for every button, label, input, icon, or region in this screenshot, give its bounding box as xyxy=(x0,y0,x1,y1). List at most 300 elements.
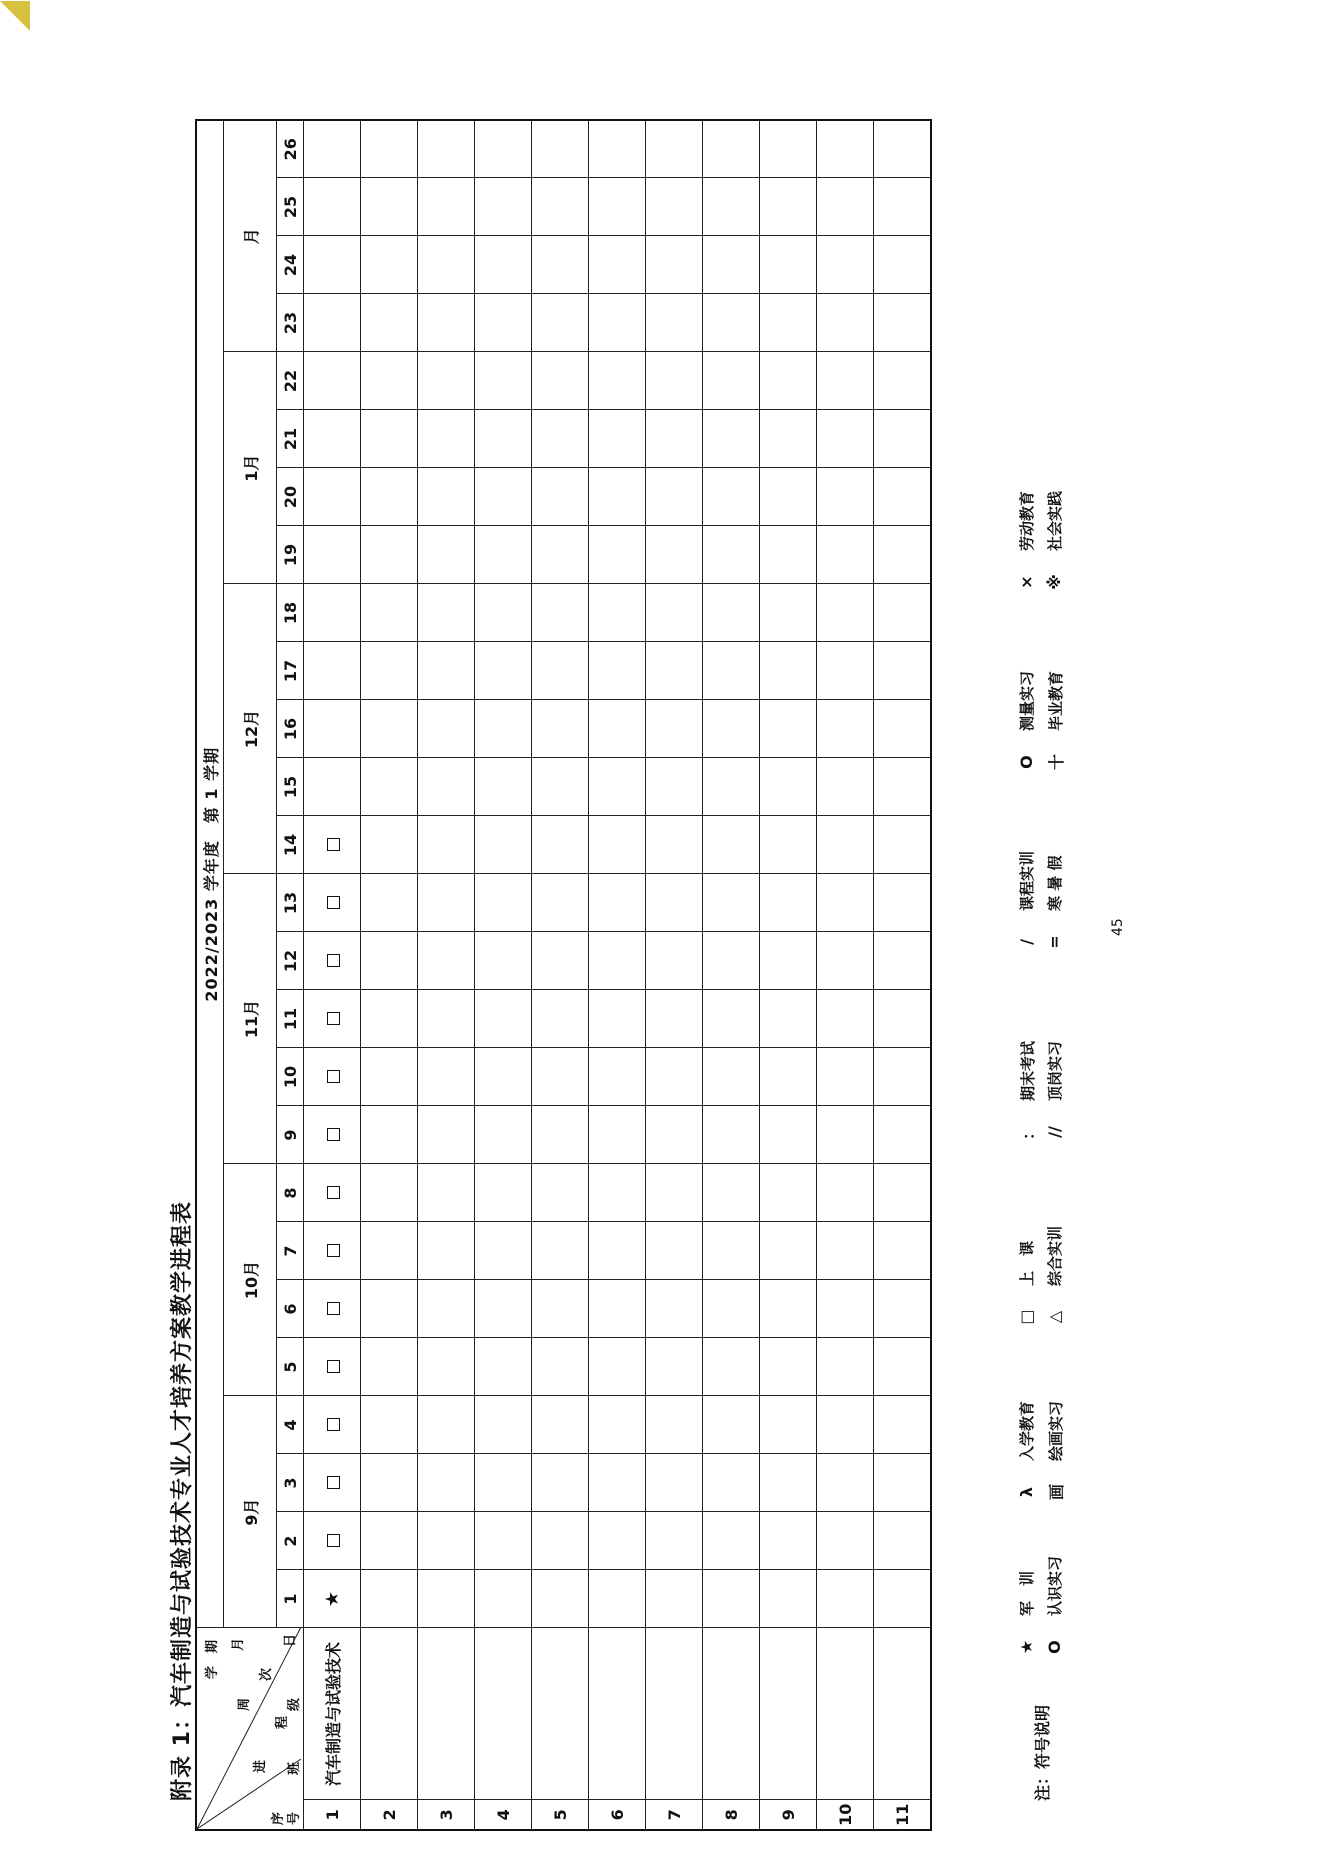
schedule-cell xyxy=(532,1570,589,1628)
schedule-cell xyxy=(646,120,703,178)
week-number: 17 xyxy=(277,642,304,700)
schedule-cell xyxy=(361,410,418,468)
class-row xyxy=(361,120,418,1830)
week-header-row xyxy=(277,120,304,1830)
schedule-cell xyxy=(646,1048,703,1106)
class-in-session-symbol xyxy=(327,1419,340,1432)
schedule-cell xyxy=(475,294,532,352)
legend-symbol: □ xyxy=(1017,1309,1036,1325)
schedule-cell xyxy=(817,932,874,990)
schedule-cell xyxy=(304,642,361,700)
schedule-cell xyxy=(874,1164,932,1222)
legend-label: 课程实训 xyxy=(1018,850,1036,911)
schedule-cell xyxy=(874,1570,932,1628)
schedule-cell xyxy=(817,1106,874,1164)
schedule-cell xyxy=(874,1454,932,1512)
schedule-cell xyxy=(304,1222,361,1280)
legend-item xyxy=(1016,671,1037,771)
legend-item xyxy=(1016,851,1037,951)
schedule-cell xyxy=(646,874,703,932)
schedule-cell xyxy=(874,352,932,410)
week-number: 26 xyxy=(277,120,304,178)
schedule-cell xyxy=(361,874,418,932)
corner-day: 日 xyxy=(283,1633,298,1647)
schedule-cell xyxy=(817,352,874,410)
schedule-cell xyxy=(304,874,361,932)
legend-label: 顶岗实习 xyxy=(1046,1040,1064,1101)
week-number: 12 xyxy=(277,932,304,990)
schedule-cell xyxy=(646,642,703,700)
schedule-cell xyxy=(418,1396,475,1454)
schedule-cell xyxy=(304,816,361,874)
class-in-session-symbol xyxy=(327,1477,340,1490)
schedule-cell xyxy=(475,1106,532,1164)
schedule-cell xyxy=(361,642,418,700)
schedule-cell xyxy=(475,1164,532,1222)
schedule-cell xyxy=(760,642,817,700)
schedule-cell xyxy=(760,178,817,236)
schedule-cell xyxy=(703,816,760,874)
schedule-cell xyxy=(475,642,532,700)
row-class-name xyxy=(817,1628,874,1800)
week-number: 23 xyxy=(277,294,304,352)
schedule-cell xyxy=(760,1106,817,1164)
schedule-cell xyxy=(760,990,817,1048)
schedule-cell xyxy=(304,1454,361,1512)
schedule-cell xyxy=(532,1106,589,1164)
schedule-cell xyxy=(760,758,817,816)
schedule-cell xyxy=(304,410,361,468)
row-class-name xyxy=(874,1628,932,1800)
schedule-cell xyxy=(418,294,475,352)
schedule-cell xyxy=(874,120,932,178)
corner-month: 月 xyxy=(231,1637,246,1651)
schedule-cell xyxy=(646,352,703,410)
schedule-cell xyxy=(361,1454,418,1512)
row-seq: 2 xyxy=(361,1800,418,1830)
week-number: 24 xyxy=(277,236,304,294)
schedule-cell xyxy=(418,1454,475,1512)
schedule-cell xyxy=(532,758,589,816)
row-seq: 5 xyxy=(532,1800,589,1830)
schedule-cell xyxy=(760,1338,817,1396)
schedule-cell xyxy=(589,874,646,932)
schedule-cell xyxy=(817,816,874,874)
schedule-cell xyxy=(475,700,532,758)
schedule-body xyxy=(196,120,931,1830)
schedule-cell xyxy=(418,816,475,874)
schedule-cell xyxy=(418,642,475,700)
schedule-cell xyxy=(589,1396,646,1454)
schedule-cell xyxy=(589,932,646,990)
schedule-cell xyxy=(589,526,646,584)
row-class-name xyxy=(361,1628,418,1800)
class-in-session-symbol xyxy=(327,1535,340,1548)
row-seq: 9 xyxy=(760,1800,817,1830)
row-class-name: 汽车制造与试验技术 xyxy=(304,1628,361,1800)
schedule-cell xyxy=(304,1106,361,1164)
schedule-cell xyxy=(703,584,760,642)
schedule-cell xyxy=(874,1512,932,1570)
schedule-cell xyxy=(760,874,817,932)
month-header: 11月 xyxy=(224,874,277,1164)
schedule-cell xyxy=(361,294,418,352)
schedule-cell xyxy=(589,468,646,526)
legend-label: 军 训 xyxy=(1018,1570,1036,1616)
schedule-cell xyxy=(817,1338,874,1396)
schedule-cell xyxy=(646,1280,703,1338)
schedule-cell xyxy=(874,1338,932,1396)
class-row xyxy=(304,120,361,1830)
schedule-cell xyxy=(760,236,817,294)
schedule-cell xyxy=(874,758,932,816)
schedule-cell xyxy=(760,1512,817,1570)
schedule-cell xyxy=(703,1164,760,1222)
week-number: 22 xyxy=(277,352,304,410)
schedule-cell xyxy=(760,294,817,352)
schedule-cell xyxy=(304,1338,361,1396)
schedule-cell xyxy=(361,990,418,1048)
schedule-cell xyxy=(760,1222,817,1280)
row-class-name xyxy=(475,1628,532,1800)
schedule-cell xyxy=(760,584,817,642)
schedule-cell xyxy=(475,1570,532,1628)
schedule-cell xyxy=(703,758,760,816)
schedule-cell xyxy=(418,410,475,468)
schedule-cell xyxy=(646,1512,703,1570)
schedule-cell xyxy=(418,584,475,642)
schedule-cell xyxy=(361,816,418,874)
schedule-cell xyxy=(304,352,361,410)
schedule-cell xyxy=(418,1512,475,1570)
schedule-cell xyxy=(646,236,703,294)
legend-symbol: O xyxy=(1017,755,1036,769)
legend-item xyxy=(1044,1401,1067,1501)
class-in-session-symbol xyxy=(327,897,340,910)
schedule-cell xyxy=(532,874,589,932)
schedule-cell xyxy=(703,1512,760,1570)
schedule-cell xyxy=(589,1164,646,1222)
legend-label: 综合实训 xyxy=(1046,1225,1064,1286)
corner-term: 学 期 xyxy=(205,1639,220,1679)
row-class-name xyxy=(760,1628,817,1800)
class-in-session-symbol xyxy=(327,839,340,852)
schedule-cell xyxy=(361,1222,418,1280)
schedule-cell xyxy=(361,1338,418,1396)
schedule-cell xyxy=(874,642,932,700)
schedule-cell xyxy=(361,1164,418,1222)
schedule-cell xyxy=(817,1454,874,1512)
schedule-cell xyxy=(304,700,361,758)
corner-class-a: 班 xyxy=(287,1761,302,1775)
legend-symbol: O xyxy=(1045,1640,1064,1654)
row-seq: 7 xyxy=(646,1800,703,1830)
schedule-cell xyxy=(589,294,646,352)
week-number: 6 xyxy=(277,1280,304,1338)
schedule-cell xyxy=(418,120,475,178)
schedule-cell xyxy=(532,1222,589,1280)
schedule-cell xyxy=(874,700,932,758)
schedule-cell xyxy=(532,294,589,352)
schedule-cell xyxy=(760,410,817,468)
row-seq: 11 xyxy=(874,1800,932,1830)
schedule-cell xyxy=(646,1222,703,1280)
schedule-cell xyxy=(418,352,475,410)
schedule-cell xyxy=(817,874,874,932)
schedule-cell xyxy=(874,468,932,526)
schedule-cell xyxy=(703,642,760,700)
corner-seq-a: 序 xyxy=(271,1811,286,1825)
schedule-cell xyxy=(646,1396,703,1454)
schedule-cell xyxy=(304,584,361,642)
schedule-cell xyxy=(760,468,817,526)
schedule-cell xyxy=(874,874,932,932)
schedule-cell xyxy=(703,1106,760,1164)
legend-item xyxy=(1044,1041,1065,1141)
schedule-cell xyxy=(703,352,760,410)
military-training-symbol: ★ xyxy=(321,1590,343,1608)
schedule-cell xyxy=(418,526,475,584)
term-header: 2022/2023 学年度 第 1 学期 xyxy=(196,120,224,1628)
row-seq: 1 xyxy=(304,1800,361,1830)
schedule-cell xyxy=(304,758,361,816)
schedule-cell xyxy=(475,468,532,526)
schedule-cell xyxy=(418,1164,475,1222)
schedule-cell xyxy=(304,526,361,584)
schedule-cell xyxy=(874,1048,932,1106)
class-in-session-symbol xyxy=(327,1187,340,1200)
schedule-cell xyxy=(418,236,475,294)
schedule-cell xyxy=(361,178,418,236)
page-number: 45 xyxy=(1110,918,1126,936)
schedule-cell xyxy=(532,1048,589,1106)
schedule-cell xyxy=(532,700,589,758)
legend-item xyxy=(1044,491,1065,591)
schedule-cell xyxy=(589,236,646,294)
schedule-cell xyxy=(817,1222,874,1280)
schedule-cell xyxy=(304,1048,361,1106)
schedule-cell xyxy=(589,1222,646,1280)
legend-label: 绘画实习 xyxy=(1047,1400,1065,1461)
legend-symbol: ※ xyxy=(1045,574,1064,590)
legend-label: 劳动教育 xyxy=(1018,490,1036,551)
schedule-cell xyxy=(874,526,932,584)
schedule-cell xyxy=(817,990,874,1048)
schedule-cell xyxy=(646,468,703,526)
schedule-cell xyxy=(646,178,703,236)
schedule-cell xyxy=(703,236,760,294)
legend-label: 毕业教育 xyxy=(1047,670,1065,731)
schedule-cell xyxy=(646,700,703,758)
week-number: 20 xyxy=(277,468,304,526)
schedule-cell xyxy=(703,1222,760,1280)
schedule-cell xyxy=(418,1338,475,1396)
schedule-cell xyxy=(475,1338,532,1396)
schedule-cell xyxy=(532,236,589,294)
schedule-cell xyxy=(589,352,646,410)
document-title: 附录 1：汽车制造与试验技术专业人才培养方案教学进程表 xyxy=(170,1201,195,1801)
schedule-table-wrapper xyxy=(195,119,932,1831)
schedule-cell xyxy=(418,1570,475,1628)
schedule-cell xyxy=(874,932,932,990)
schedule-cell xyxy=(418,990,475,1048)
month-header: 12月 xyxy=(224,584,277,874)
schedule-cell xyxy=(361,932,418,990)
schedule-cell xyxy=(760,352,817,410)
row-class-name xyxy=(589,1628,646,1800)
schedule-cell xyxy=(475,874,532,932)
legend-symbol: ★ xyxy=(1017,1639,1036,1655)
schedule-cell xyxy=(874,816,932,874)
schedule-cell xyxy=(304,990,361,1048)
schedule-cell xyxy=(361,758,418,816)
schedule-cell xyxy=(760,120,817,178)
schedule-cell xyxy=(304,120,361,178)
legend-label: 期末考试 xyxy=(1019,1040,1037,1101)
schedule-cell xyxy=(646,932,703,990)
schedule-cell xyxy=(703,1570,760,1628)
schedule-table xyxy=(195,119,932,1831)
row-seq: 3 xyxy=(418,1800,475,1830)
schedule-cell xyxy=(532,1164,589,1222)
schedule-cell xyxy=(874,1106,932,1164)
legend-symbol: // xyxy=(1045,1126,1064,1138)
schedule-cell xyxy=(418,1280,475,1338)
week-number: 1 xyxy=(277,1570,304,1628)
schedule-cell xyxy=(589,120,646,178)
schedule-cell xyxy=(475,1280,532,1338)
schedule-cell xyxy=(703,468,760,526)
week-number: 21 xyxy=(277,410,304,468)
schedule-cell xyxy=(589,584,646,642)
schedule-cell xyxy=(361,1280,418,1338)
schedule-cell xyxy=(874,410,932,468)
schedule-cell xyxy=(361,584,418,642)
schedule-cell xyxy=(532,1338,589,1396)
row-class-name xyxy=(532,1628,589,1800)
schedule-cell xyxy=(475,1222,532,1280)
schedule-cell xyxy=(475,990,532,1048)
schedule-cell xyxy=(646,758,703,816)
schedule-cell xyxy=(817,1048,874,1106)
schedule-cell xyxy=(703,1396,760,1454)
schedule-cell xyxy=(361,1396,418,1454)
corner-seq-b: 号 xyxy=(287,1811,302,1825)
schedule-cell xyxy=(475,352,532,410)
schedule-cell xyxy=(703,1338,760,1396)
legend-label: 上 课 xyxy=(1018,1240,1036,1286)
month-header-row xyxy=(224,120,277,1830)
schedule-cell xyxy=(589,1338,646,1396)
schedule-cell xyxy=(475,1396,532,1454)
schedule-cell xyxy=(703,294,760,352)
schedule-cell xyxy=(532,1396,589,1454)
week-number: 19 xyxy=(277,526,304,584)
schedule-cell xyxy=(361,1512,418,1570)
schedule-cell xyxy=(475,584,532,642)
class-in-session-symbol xyxy=(327,1245,340,1258)
schedule-cell xyxy=(817,236,874,294)
week-number: 16 xyxy=(277,700,304,758)
schedule-cell xyxy=(817,642,874,700)
schedule-cell xyxy=(703,1280,760,1338)
schedule-cell xyxy=(874,1222,932,1280)
schedule-cell xyxy=(475,526,532,584)
schedule-cell xyxy=(532,120,589,178)
schedule-cell xyxy=(532,584,589,642)
schedule-cell xyxy=(817,120,874,178)
class-row xyxy=(760,120,817,1830)
schedule-cell xyxy=(589,1106,646,1164)
schedule-cell xyxy=(418,874,475,932)
schedule-cell xyxy=(532,1280,589,1338)
legend-label: 测量实习 xyxy=(1018,670,1036,731)
schedule-cell xyxy=(361,700,418,758)
legend-item xyxy=(1016,1241,1037,1326)
schedule-cell xyxy=(760,932,817,990)
schedule-cell xyxy=(874,1280,932,1338)
schedule-cell xyxy=(304,1570,361,1628)
schedule-cell xyxy=(532,352,589,410)
schedule-cell xyxy=(589,178,646,236)
class-in-session-symbol xyxy=(327,1129,340,1142)
schedule-cell xyxy=(361,1048,418,1106)
week-number: 8 xyxy=(277,1164,304,1222)
schedule-cell xyxy=(817,178,874,236)
schedule-cell xyxy=(817,410,874,468)
schedule-cell xyxy=(532,526,589,584)
legend-title: 注：符号说明 xyxy=(1033,1704,1052,1801)
class-row xyxy=(532,120,589,1830)
schedule-cell xyxy=(475,816,532,874)
schedule-cell xyxy=(589,1512,646,1570)
schedule-cell xyxy=(646,990,703,1048)
schedule-cell xyxy=(874,236,932,294)
schedule-cell xyxy=(475,1512,532,1570)
legend-item xyxy=(1016,1401,1037,1501)
class-row xyxy=(646,120,703,1830)
schedule-cell xyxy=(646,526,703,584)
schedule-cell xyxy=(532,642,589,700)
schedule-cell xyxy=(703,990,760,1048)
legend-item xyxy=(1044,1556,1065,1656)
legend-symbol: λ xyxy=(1017,1486,1036,1498)
schedule-cell xyxy=(703,1454,760,1512)
schedule-cell xyxy=(304,1396,361,1454)
class-row xyxy=(589,120,646,1830)
schedule-cell xyxy=(418,468,475,526)
schedule-cell xyxy=(532,410,589,468)
schedule-cell xyxy=(817,1396,874,1454)
schedule-cell xyxy=(304,236,361,294)
schedule-cell xyxy=(874,178,932,236)
schedule-cell xyxy=(817,294,874,352)
row-seq: 8 xyxy=(703,1800,760,1830)
schedule-cell xyxy=(817,700,874,758)
schedule-cell xyxy=(817,1570,874,1628)
legend-symbol: / xyxy=(1017,939,1036,945)
class-in-session-symbol xyxy=(327,1303,340,1316)
schedule-cell xyxy=(361,468,418,526)
schedule-cell xyxy=(418,758,475,816)
schedule-cell xyxy=(760,1048,817,1106)
week-number: 25 xyxy=(277,178,304,236)
legend-label: 入学教育 xyxy=(1018,1400,1036,1461)
class-in-session-symbol xyxy=(327,1361,340,1374)
schedule-cell xyxy=(361,120,418,178)
row-class-name xyxy=(646,1628,703,1800)
schedule-cell xyxy=(703,526,760,584)
